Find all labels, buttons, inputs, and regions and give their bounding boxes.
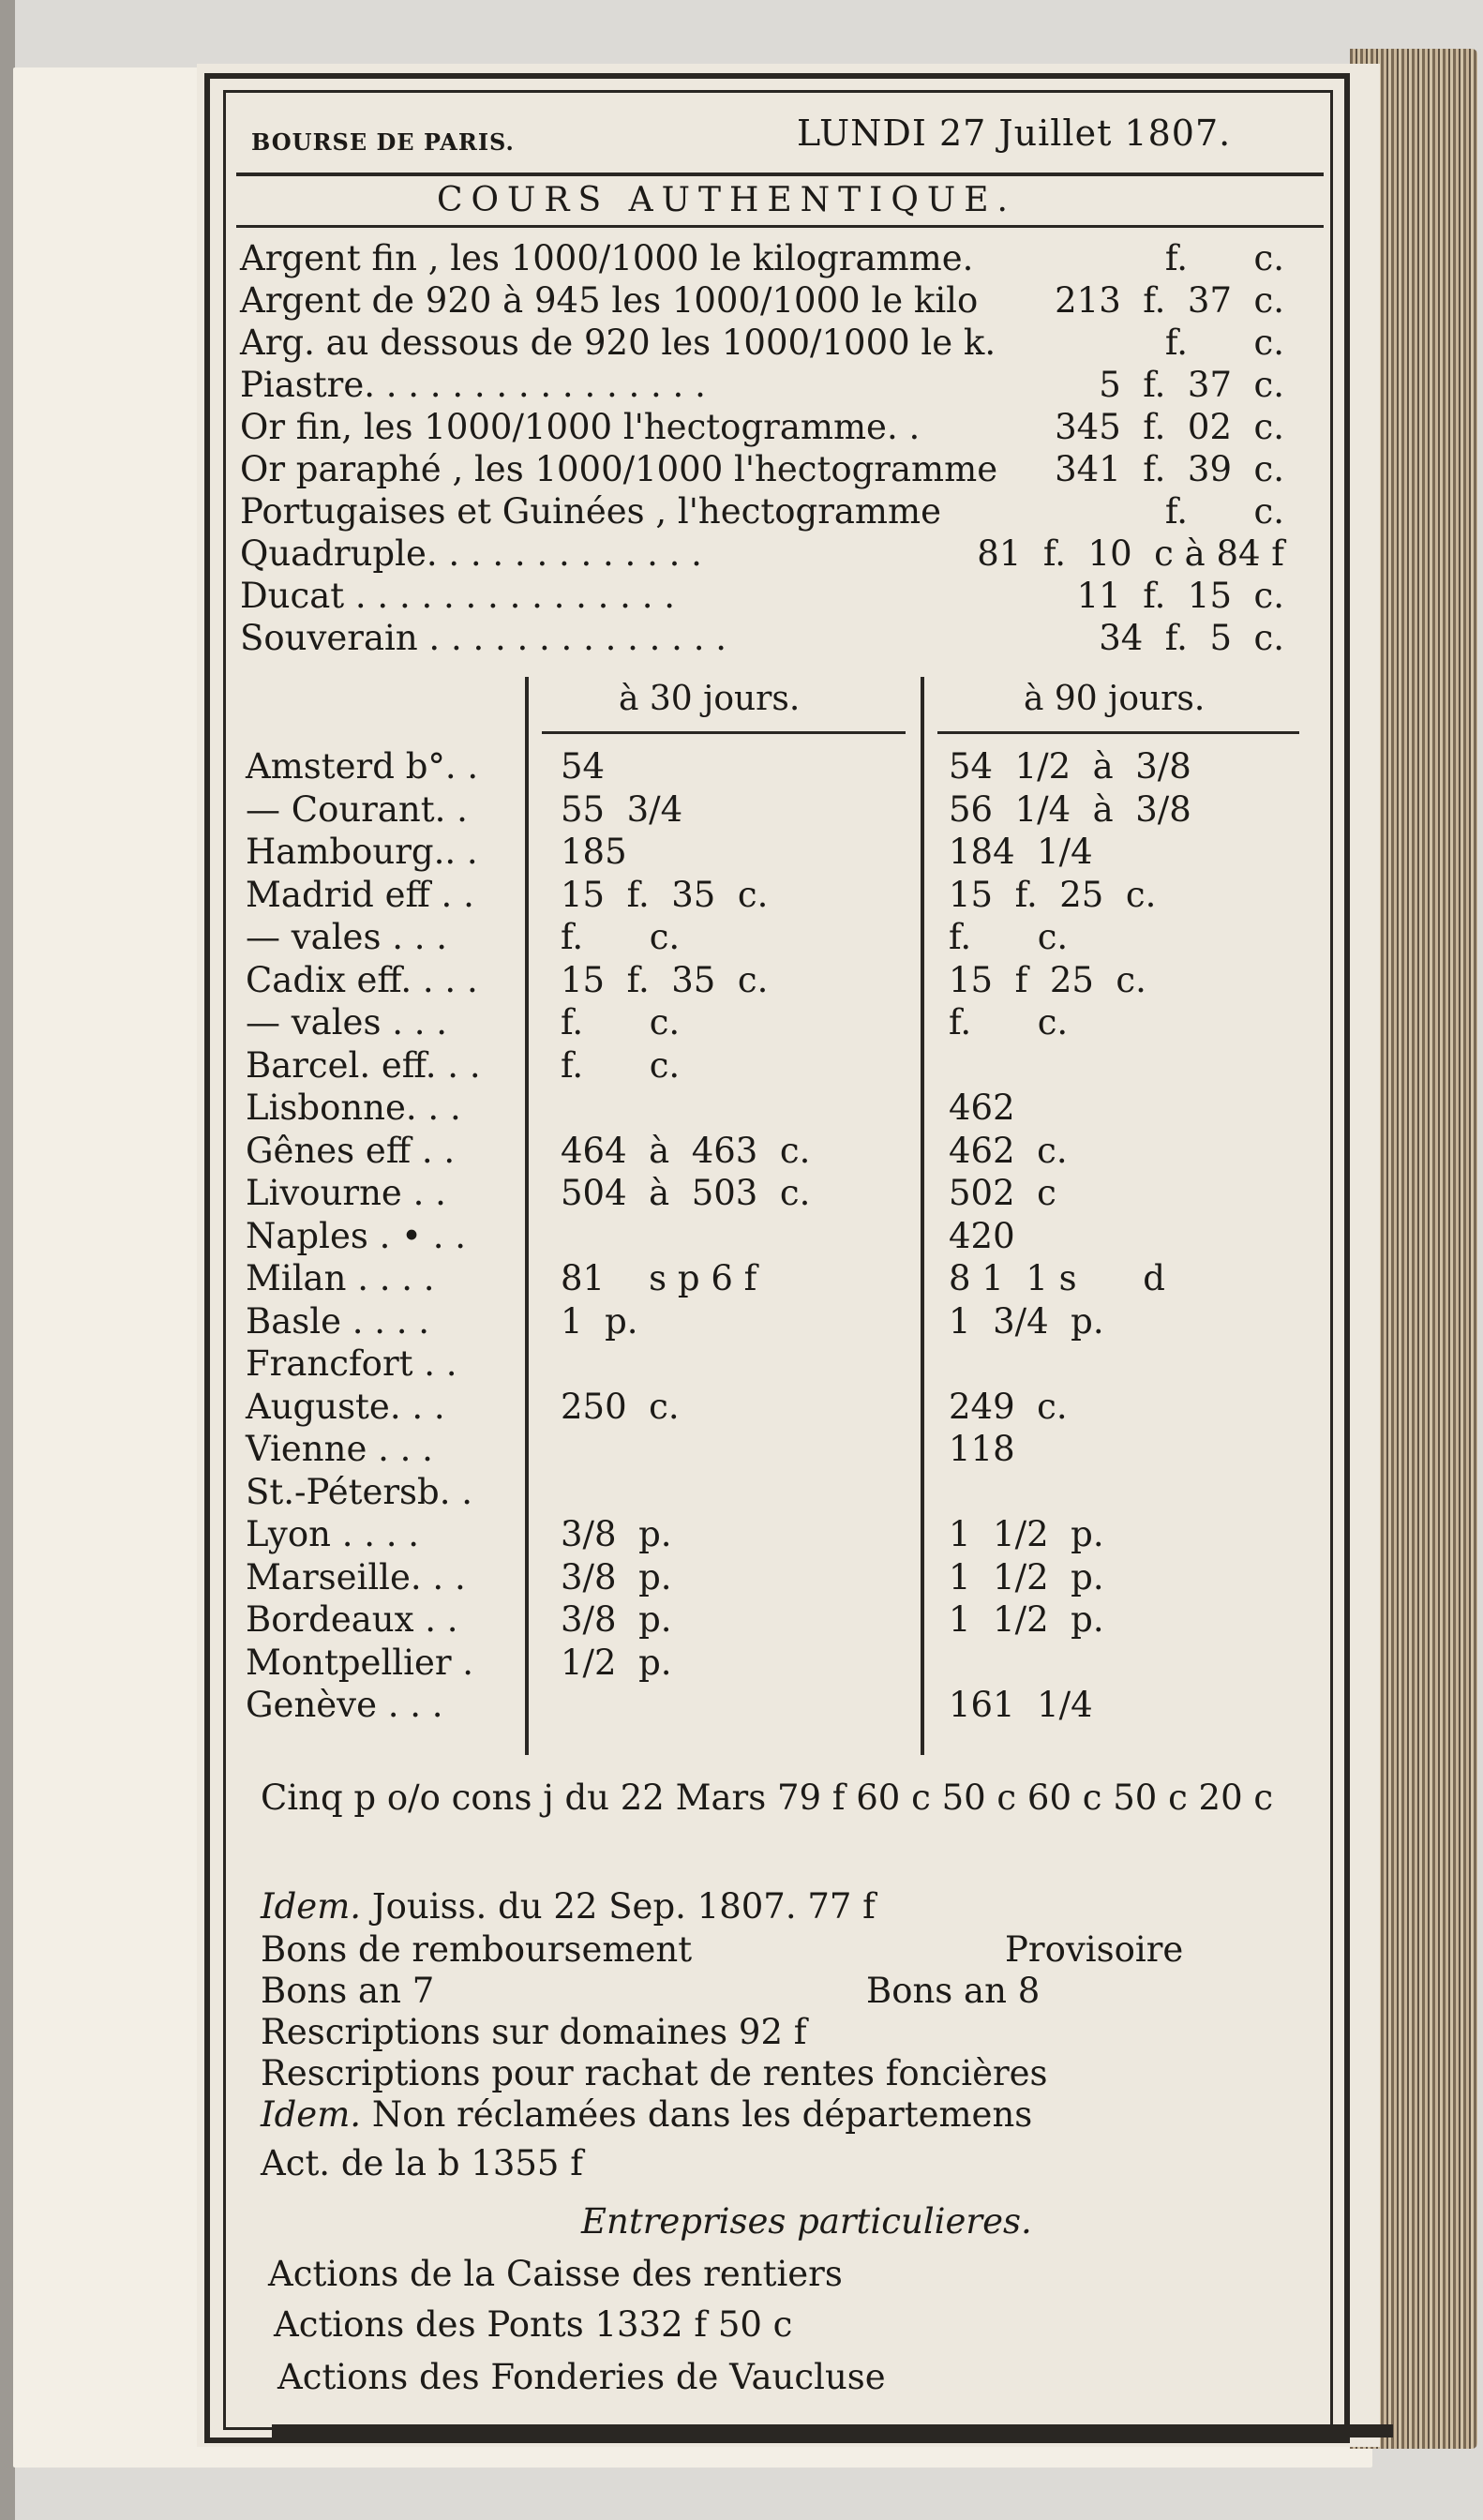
rate-30-days: 3/8 p.: [561, 1514, 672, 1554]
col90-header-rule: [937, 731, 1299, 734]
metal-value: 81 f. 10 c à 84 f: [977, 533, 1284, 574]
metal-label: Or paraphé , les 1000/1000 l'hectogramme: [240, 449, 998, 489]
col30-header-rule: [542, 731, 906, 734]
rate-90-days: f. c.: [949, 917, 1069, 957]
column-divider-right: [921, 677, 924, 1755]
rate-30-days: 185: [561, 832, 627, 872]
rate-90-days: 462 c.: [949, 1131, 1068, 1171]
rate-90-days: 15 f 25 c.: [949, 960, 1146, 1000]
rate-90-days: 184 1/4: [949, 832, 1093, 872]
rate-90-days: 118: [949, 1429, 1015, 1469]
exchange-place: Barcel. eff. . .: [246, 1045, 481, 1086]
rate-90-days: 502 c: [949, 1173, 1056, 1213]
rate-30-days: 54: [561, 746, 606, 787]
exchange-place: — Courant. .: [246, 789, 468, 830]
rate-90-days: 161 1/4: [949, 1685, 1093, 1725]
metal-value: 341 f. 39 c.: [1055, 449, 1284, 489]
metal-label: Or fin, les 1000/1000 l'hectogramme. .: [240, 407, 921, 447]
column-divider-left: [525, 677, 529, 1755]
act-banque-line: Act. de la b 1355 f: [261, 2143, 583, 2183]
exchange-place: Livourne . .: [246, 1173, 446, 1213]
exchange-place: Genève . . .: [246, 1685, 443, 1725]
metal-label: Quadruple. . . . . . . . . . . . .: [240, 533, 702, 574]
rescriptions-rachat-line: Rescriptions pour rachat de rentes foncières: [261, 2053, 1048, 2093]
rate-30-days: 504 à 503 c.: [561, 1173, 811, 1213]
exchange-place: Cadix eff. . . .: [246, 960, 478, 1000]
exchange-place: Basle . . . .: [246, 1301, 430, 1342]
rate-90-days: 462: [949, 1088, 1015, 1128]
metal-label: Ducat . . . . . . . . . . . . . . .: [240, 576, 675, 616]
rate-30-days: 3/8 p.: [561, 1599, 672, 1640]
exchange-place: Vienne . . .: [246, 1429, 433, 1469]
exchange-place: Montpellier .: [246, 1642, 474, 1683]
ponts-line: Actions des Ponts 1332 f 50 c: [274, 2304, 793, 2345]
bons-an8-line: Bons an 8: [866, 1971, 1041, 2011]
cinq-pour-cent-line: Cinq p o/o cons j du 22 Mars 79 f 60 c 50 c 60 c 50 c 20 c: [261, 1778, 1274, 1818]
exchange-place: Lisbonne. . .: [246, 1088, 461, 1128]
exchange-place: Milan . . . .: [246, 1258, 435, 1298]
rate-90-days: 15 f. 25 c.: [949, 875, 1157, 915]
rate-30-days: 464 à 463 c.: [561, 1131, 811, 1171]
provisoire-label: Provisoire: [1005, 1929, 1184, 1970]
exchange-place: Francfort . .: [246, 1343, 457, 1384]
idem-non-reclamees-prefix: Idem.: [261, 2094, 362, 2135]
exchange-place: Madrid eff . .: [246, 875, 474, 915]
title-rule: [236, 225, 1324, 228]
metal-label: Argent fin , les 1000/1000 le kilogramme.: [240, 238, 974, 278]
exchange-place: Gênes eff . .: [246, 1131, 456, 1171]
metal-label: Piastre. . . . . . . . . . . . . . . .: [240, 365, 706, 405]
metal-value: 34 f. 5 c.: [1099, 618, 1284, 658]
rate-30-days: 1 p.: [561, 1301, 638, 1342]
idem-jouissance-text: Jouiss. du 22 Sep. 1807. 77 f: [371, 1886, 876, 1927]
entreprises-heading: Entreprises particulieres.: [581, 2201, 1032, 2242]
bottom-border-band: [272, 2424, 1393, 2438]
caisse-rentiers-line: Actions de la Caisse des rentiers: [268, 2254, 843, 2294]
metal-label: Argent de 920 à 945 les 1000/1000 le kilo: [240, 280, 979, 321]
rate-30-days: f. c.: [561, 1045, 681, 1086]
rate-90-days: 54 1/2 à 3/8: [949, 746, 1191, 787]
metal-value: f. c.: [1164, 238, 1284, 278]
exchange-place: St.-Pétersb. .: [246, 1472, 473, 1512]
idem-non-reclamees-text: Non réclamées dans les départemens: [371, 2094, 1033, 2135]
rescriptions-domaines-line: Rescriptions sur domaines 92 f: [261, 2012, 807, 2052]
page-title: COURS AUTHENTIQUE.: [437, 181, 1016, 219]
metal-value: 213 f. 37 c.: [1055, 280, 1284, 321]
rate-30-days: 1/2 p.: [561, 1642, 672, 1683]
idem-jouissance-line: [261, 1886, 876, 1928]
metal-label: Arg. au dessous de 920 les 1000/1000 le k.: [240, 322, 996, 363]
rate-90-days: 56 1/4 à 3/8: [949, 789, 1191, 830]
idem-jouissance-prefix: Idem.: [261, 1886, 362, 1927]
exchange-place: Hambourg.. .: [246, 832, 478, 872]
rate-30-days: 3/8 p.: [561, 1557, 672, 1598]
rate-90-days: 1 3/4 p.: [949, 1301, 1104, 1342]
metal-value: f. c.: [1164, 322, 1284, 363]
rate-90-days: 1 1/2 p.: [949, 1557, 1104, 1598]
rate-90-days: 420: [949, 1216, 1015, 1256]
exchange-place: Marseille. . .: [246, 1557, 466, 1598]
bons-remboursement-line: Bons de remboursement: [261, 1929, 693, 1970]
exchange-place: — vales . . .: [246, 1002, 448, 1042]
rate-30-days: 15 f. 35 c.: [561, 875, 769, 915]
rate-30-days: 15 f. 35 c.: [561, 960, 769, 1000]
header-rule: [236, 172, 1324, 176]
rate-90-days: 1 1/2 p.: [949, 1599, 1104, 1640]
rate-30-days: 250 c.: [561, 1387, 680, 1427]
rate-30-days: f. c.: [561, 1002, 681, 1042]
metal-value: f. c.: [1164, 491, 1284, 532]
metal-value: 345 f. 02 c.: [1055, 407, 1284, 447]
metal-label: Portugaises et Guinées , l'hectogramme: [240, 491, 942, 532]
exchange-place: Amsterd b°. .: [246, 746, 479, 787]
col30-header: à 30 jours.: [619, 680, 801, 718]
bons-an7-line: Bons an 7: [261, 1971, 435, 2011]
exchange-place: Auguste. . .: [246, 1387, 445, 1427]
metal-value: 11 f. 15 c.: [1076, 576, 1284, 616]
metal-value: 5 f. 37 c.: [1099, 365, 1284, 405]
rate-90-days: 8 1 1 s d: [949, 1258, 1165, 1298]
exchange-place: Bordeaux . .: [246, 1599, 458, 1640]
date-label: LUNDI 27 Juillet 1807.: [797, 112, 1232, 154]
rate-30-days: 55 3/4: [561, 789, 683, 830]
bourse-label: BOURSE DE PARIS.: [251, 128, 515, 156]
fonderies-line: Actions des Fonderies de Vaucluse: [277, 2357, 886, 2397]
exchange-place: Lyon . . . .: [246, 1514, 420, 1554]
exchange-place: Naples . • . .: [246, 1216, 466, 1256]
exchange-place: — vales . . .: [246, 917, 448, 957]
rate-90-days: 1 1/2 p.: [949, 1514, 1104, 1554]
idem-non-reclamees-line: [261, 2094, 1032, 2136]
col90-header: à 90 jours.: [1024, 680, 1206, 718]
metal-label: Souverain . . . . . . . . . . . . . .: [240, 618, 727, 658]
rate-90-days: 249 c.: [949, 1387, 1068, 1427]
rate-30-days: f. c.: [561, 917, 681, 957]
rate-90-days: f. c.: [949, 1002, 1069, 1042]
rate-30-days: 81 s p 6 f: [561, 1258, 757, 1298]
